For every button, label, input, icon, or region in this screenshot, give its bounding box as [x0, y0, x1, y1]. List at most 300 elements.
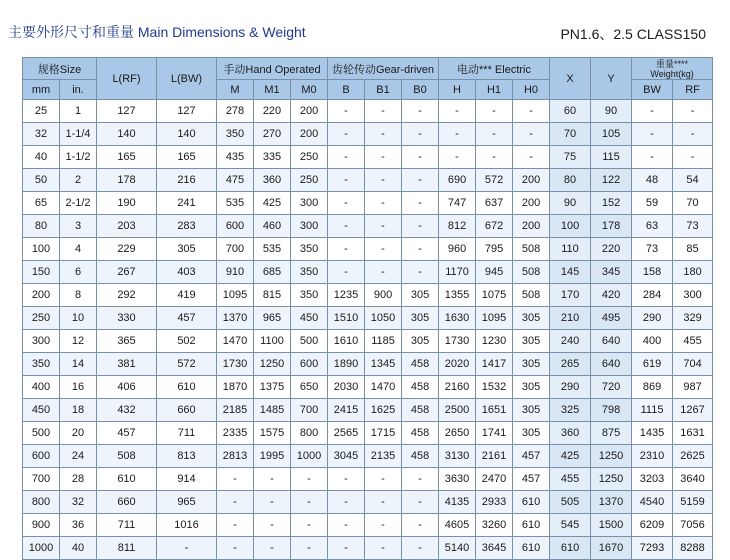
cell-weight-rf: 54: [673, 169, 713, 192]
cell-weight-rf: 2625: [673, 445, 713, 468]
cell-size-in: 10: [60, 307, 97, 330]
table-row: [23, 422, 713, 445]
cell-b: 1510: [328, 307, 365, 330]
table-row: [23, 353, 713, 376]
cell-y: 640: [591, 330, 632, 353]
cell-m0: 700: [291, 399, 328, 422]
cell-h1: 2470: [476, 468, 513, 491]
cell-l-bw: 403: [157, 261, 217, 284]
cell-weight-bw: 59: [632, 192, 673, 215]
cell-b1: 1715: [365, 422, 402, 445]
cell-h: 2020: [439, 353, 476, 376]
cell-m: 1370: [217, 307, 254, 330]
cell-m: -: [217, 514, 254, 537]
x-header: X: [550, 58, 591, 100]
cell-h1: 1532: [476, 376, 513, 399]
cell-x: 610: [550, 537, 591, 560]
cell-weight-rf: 329: [673, 307, 713, 330]
table-body: [23, 100, 713, 560]
cell-b0: -: [402, 146, 439, 169]
cell-size-in: 1-1/2: [60, 146, 97, 169]
cell-h1: 1075: [476, 284, 513, 307]
cell-l-bw: 216: [157, 169, 217, 192]
cell-l-rf: 229: [97, 238, 157, 261]
cell-l-rf: 406: [97, 376, 157, 399]
cell-m: 700: [217, 238, 254, 261]
table-row: [23, 284, 713, 307]
cell-h: -: [439, 123, 476, 146]
cell-h: 4605: [439, 514, 476, 537]
cell-weight-bw: 48: [632, 169, 673, 192]
cell-b: -: [328, 192, 365, 215]
cell-b1: 900: [365, 284, 402, 307]
cell-x: 425: [550, 445, 591, 468]
cell-m: 600: [217, 215, 254, 238]
cell-weight-bw: 869: [632, 376, 673, 399]
cell-b: -: [328, 169, 365, 192]
cell-m0: 300: [291, 215, 328, 238]
cell-y: 1370: [591, 491, 632, 514]
cell-b0: -: [402, 514, 439, 537]
cell-m: 2185: [217, 399, 254, 422]
cell-l-bw: 419: [157, 284, 217, 307]
table-row: [23, 468, 713, 491]
cell-x: 70: [550, 123, 591, 146]
cell-h1: -: [476, 123, 513, 146]
table-row: [23, 261, 713, 284]
cell-b0: -: [402, 491, 439, 514]
cell-h0: 610: [513, 491, 550, 514]
cell-size-mm: 500: [23, 422, 60, 445]
cell-weight-rf: 8288: [673, 537, 713, 560]
cell-x: 60: [550, 100, 591, 123]
cell-l-rf: 165: [97, 146, 157, 169]
cell-m1: 1100: [254, 330, 291, 353]
cell-weight-rf: 987: [673, 376, 713, 399]
cell-h1: 572: [476, 169, 513, 192]
cell-l-rf: 178: [97, 169, 157, 192]
cell-size-mm: 150: [23, 261, 60, 284]
cell-l-bw: 813: [157, 445, 217, 468]
cell-m1: -: [254, 468, 291, 491]
table-row: [23, 146, 713, 169]
cell-x: 290: [550, 376, 591, 399]
cell-l-rf: 267: [97, 261, 157, 284]
cell-h: 1730: [439, 330, 476, 353]
cell-h1: 795: [476, 238, 513, 261]
cell-size-in: 14: [60, 353, 97, 376]
cell-size-mm: 700: [23, 468, 60, 491]
cell-h0: 305: [513, 353, 550, 376]
cell-h0: 200: [513, 169, 550, 192]
cell-m0: 200: [291, 100, 328, 123]
cell-b0: 458: [402, 399, 439, 422]
cell-x: 240: [550, 330, 591, 353]
cell-weight-bw: 284: [632, 284, 673, 307]
cell-b0: -: [402, 537, 439, 560]
cell-m: -: [217, 468, 254, 491]
cell-h1: 2933: [476, 491, 513, 514]
cell-x: 545: [550, 514, 591, 537]
cell-b: -: [328, 100, 365, 123]
cell-b0: 458: [402, 353, 439, 376]
cell-h0: 508: [513, 238, 550, 261]
cell-l-bw: 457: [157, 307, 217, 330]
cell-m0: 250: [291, 146, 328, 169]
cell-l-rf: 127: [97, 100, 157, 123]
cell-b: 1890: [328, 353, 365, 376]
cell-l-bw: 965: [157, 491, 217, 514]
cell-l-rf: 711: [97, 514, 157, 537]
cell-size-in: 12: [60, 330, 97, 353]
cell-size-mm: 25: [23, 100, 60, 123]
cell-b1: -: [365, 192, 402, 215]
cell-m0: 500: [291, 330, 328, 353]
cell-b1: 1625: [365, 399, 402, 422]
cell-h1: -: [476, 146, 513, 169]
subheader-mm: mm: [23, 80, 60, 100]
cell-size-mm: 1000: [23, 537, 60, 560]
cell-h0: -: [513, 146, 550, 169]
cell-m0: 450: [291, 307, 328, 330]
cell-h: 690: [439, 169, 476, 192]
l-bw-header: L(BW): [157, 58, 217, 100]
cell-h: 2500: [439, 399, 476, 422]
cell-l-rf: 140: [97, 123, 157, 146]
cell-b: 2415: [328, 399, 365, 422]
subheader-m: M: [217, 80, 254, 100]
cell-size-mm: 65: [23, 192, 60, 215]
cell-b: -: [328, 261, 365, 284]
cell-m0: 300: [291, 192, 328, 215]
cell-b0: -: [402, 215, 439, 238]
table-row: [23, 376, 713, 399]
cell-m1: 360: [254, 169, 291, 192]
l-rf-header: L(RF): [97, 58, 157, 100]
cell-m1: -: [254, 537, 291, 560]
cell-size-mm: 600: [23, 445, 60, 468]
cell-h0: 200: [513, 215, 550, 238]
table-row: [23, 215, 713, 238]
dimensions-table: [22, 57, 713, 560]
cell-y: 152: [591, 192, 632, 215]
cell-weight-bw: 158: [632, 261, 673, 284]
cell-m: 435: [217, 146, 254, 169]
cell-y: 105: [591, 123, 632, 146]
cell-b1: -: [365, 491, 402, 514]
cell-y: 875: [591, 422, 632, 445]
cell-y: 345: [591, 261, 632, 284]
cell-l-bw: 165: [157, 146, 217, 169]
cell-l-bw: 610: [157, 376, 217, 399]
cell-weight-bw: 1435: [632, 422, 673, 445]
cell-h: 960: [439, 238, 476, 261]
cell-size-in: 16: [60, 376, 97, 399]
cell-size-mm: 50: [23, 169, 60, 192]
cell-m0: 800: [291, 422, 328, 445]
cell-y: 1250: [591, 468, 632, 491]
cell-y: 1250: [591, 445, 632, 468]
cell-x: 75: [550, 146, 591, 169]
cell-weight-bw: -: [632, 123, 673, 146]
cell-m0: -: [291, 468, 328, 491]
cell-y: 1500: [591, 514, 632, 537]
cell-l-rf: 432: [97, 399, 157, 422]
cell-size-mm: 40: [23, 146, 60, 169]
cell-m1: 815: [254, 284, 291, 307]
cell-h0: 508: [513, 261, 550, 284]
table-row: [23, 123, 713, 146]
cell-m1: 270: [254, 123, 291, 146]
cell-weight-rf: 85: [673, 238, 713, 261]
cell-weight-bw: -: [632, 100, 673, 123]
cell-h: 1630: [439, 307, 476, 330]
cell-h0: 305: [513, 422, 550, 445]
cell-y: 640: [591, 353, 632, 376]
hand-operated-header: 手动Hand Operated: [217, 58, 328, 80]
cell-y: 420: [591, 284, 632, 307]
cell-l-bw: 711: [157, 422, 217, 445]
cell-weight-bw: 1115: [632, 399, 673, 422]
cell-m1: 535: [254, 238, 291, 261]
cell-h1: 637: [476, 192, 513, 215]
cell-size-in: 1: [60, 100, 97, 123]
cell-h0: -: [513, 123, 550, 146]
cell-size-in: 4: [60, 238, 97, 261]
cell-size-mm: 800: [23, 491, 60, 514]
cell-b0: 458: [402, 376, 439, 399]
cell-l-rf: 811: [97, 537, 157, 560]
table-row: [23, 238, 713, 261]
cell-size-mm: 32: [23, 123, 60, 146]
cell-size-in: 3: [60, 215, 97, 238]
weight-header-cn: 重量****: [656, 58, 689, 69]
cell-size-mm: 250: [23, 307, 60, 330]
cell-b1: 1345: [365, 353, 402, 376]
cell-h1: -: [476, 100, 513, 123]
cell-b0: -: [402, 123, 439, 146]
table-row: [23, 169, 713, 192]
gear-driven-header: 齿轮传动Gear-driven: [328, 58, 439, 80]
cell-m1: 220: [254, 100, 291, 123]
cell-weight-rf: 70: [673, 192, 713, 215]
cell-l-bw: 283: [157, 215, 217, 238]
cell-weight-rf: 3640: [673, 468, 713, 491]
cell-l-rf: 381: [97, 353, 157, 376]
cell-b: -: [328, 146, 365, 169]
cell-b0: 305: [402, 307, 439, 330]
cell-m: 2335: [217, 422, 254, 445]
cell-size-mm: 200: [23, 284, 60, 307]
table-header: [23, 58, 713, 100]
cell-b0: -: [402, 468, 439, 491]
subheader-rf: RF: [673, 80, 713, 100]
cell-h: 812: [439, 215, 476, 238]
subheader-bw: BW: [632, 80, 673, 100]
cell-l-rf: 330: [97, 307, 157, 330]
cell-h: -: [439, 146, 476, 169]
cell-x: 100: [550, 215, 591, 238]
cell-weight-rf: 7056: [673, 514, 713, 537]
table-row: [23, 514, 713, 537]
cell-l-bw: 305: [157, 238, 217, 261]
cell-y: 178: [591, 215, 632, 238]
cell-l-bw: 572: [157, 353, 217, 376]
cell-h: 3630: [439, 468, 476, 491]
cell-b1: -: [365, 123, 402, 146]
cell-m1: 1485: [254, 399, 291, 422]
cell-x: 455: [550, 468, 591, 491]
cell-size-in: 8: [60, 284, 97, 307]
cell-weight-rf: -: [673, 146, 713, 169]
cell-b0: -: [402, 192, 439, 215]
subheader-in: in.: [60, 80, 97, 100]
cell-l-rf: 610: [97, 468, 157, 491]
cell-b: -: [328, 215, 365, 238]
cell-b1: -: [365, 169, 402, 192]
cell-m0: -: [291, 537, 328, 560]
cell-h0: 457: [513, 468, 550, 491]
cell-m1: 425: [254, 192, 291, 215]
cell-l-bw: 140: [157, 123, 217, 146]
cell-x: 505: [550, 491, 591, 514]
cell-b1: -: [365, 100, 402, 123]
cell-l-rf: 365: [97, 330, 157, 353]
cell-m1: 1250: [254, 353, 291, 376]
cell-size-in: 6: [60, 261, 97, 284]
cell-b0: -: [402, 261, 439, 284]
cell-x: 80: [550, 169, 591, 192]
cell-m0: 600: [291, 353, 328, 376]
cell-y: 495: [591, 307, 632, 330]
cell-h1: 945: [476, 261, 513, 284]
cell-b1: -: [365, 537, 402, 560]
cell-m: 1870: [217, 376, 254, 399]
cell-b: 3045: [328, 445, 365, 468]
cell-y: 220: [591, 238, 632, 261]
cell-h1: 3645: [476, 537, 513, 560]
cell-y: 115: [591, 146, 632, 169]
cell-m: 2813: [217, 445, 254, 468]
subheader-h: H: [439, 80, 476, 100]
cell-h0: 200: [513, 192, 550, 215]
pressure-class-label: PN1.6、2.5 CLASS150: [560, 26, 706, 42]
cell-h0: 457: [513, 445, 550, 468]
cell-size-mm: 900: [23, 514, 60, 537]
cell-m0: 650: [291, 376, 328, 399]
cell-y: 798: [591, 399, 632, 422]
cell-b1: -: [365, 215, 402, 238]
cell-b: 1235: [328, 284, 365, 307]
subheader-h0: H0: [513, 80, 550, 100]
cell-weight-bw: 73: [632, 238, 673, 261]
cell-l-bw: 660: [157, 399, 217, 422]
cell-m0: 200: [291, 123, 328, 146]
cell-weight-rf: -: [673, 123, 713, 146]
cell-h: 747: [439, 192, 476, 215]
cell-b: -: [328, 514, 365, 537]
cell-size-in: 32: [60, 491, 97, 514]
cell-b: -: [328, 537, 365, 560]
cell-m: -: [217, 537, 254, 560]
cell-y: 90: [591, 100, 632, 123]
subheader-b: B: [328, 80, 365, 100]
cell-b: -: [328, 468, 365, 491]
cell-b0: 458: [402, 422, 439, 445]
cell-x: 90: [550, 192, 591, 215]
cell-h1: 2161: [476, 445, 513, 468]
cell-size-in: 36: [60, 514, 97, 537]
cell-m0: 350: [291, 238, 328, 261]
cell-y: 122: [591, 169, 632, 192]
cell-weight-bw: -: [632, 146, 673, 169]
cell-weight-bw: 63: [632, 215, 673, 238]
cell-l-bw: 241: [157, 192, 217, 215]
cell-y: 720: [591, 376, 632, 399]
cell-x: 170: [550, 284, 591, 307]
cell-weight-bw: 619: [632, 353, 673, 376]
cell-x: 110: [550, 238, 591, 261]
cell-size-in: 40: [60, 537, 97, 560]
table-row: [23, 491, 713, 514]
cell-l-rf: 457: [97, 422, 157, 445]
cell-b0: 305: [402, 284, 439, 307]
cell-l-rf: 660: [97, 491, 157, 514]
cell-l-bw: 127: [157, 100, 217, 123]
cell-h0: 305: [513, 376, 550, 399]
weight-header-en: Weight(kg): [650, 68, 694, 79]
cell-m0: 350: [291, 284, 328, 307]
cell-weight-bw: 7293: [632, 537, 673, 560]
cell-m1: -: [254, 514, 291, 537]
cell-b1: -: [365, 238, 402, 261]
cell-weight-rf: 704: [673, 353, 713, 376]
table-row: [23, 537, 713, 560]
cell-h1: 3260: [476, 514, 513, 537]
cell-l-bw: 1016: [157, 514, 217, 537]
cell-b1: 2135: [365, 445, 402, 468]
electric-header: 电动*** Electric: [439, 58, 550, 80]
cell-h1: 1741: [476, 422, 513, 445]
cell-b0: -: [402, 169, 439, 192]
cell-b1: -: [365, 468, 402, 491]
cell-m: 1095: [217, 284, 254, 307]
y-header: Y: [591, 58, 632, 100]
cell-m: -: [217, 491, 254, 514]
cell-size-in: 20: [60, 422, 97, 445]
weight-header: [632, 58, 713, 80]
cell-h0: 305: [513, 307, 550, 330]
cell-h0: 610: [513, 537, 550, 560]
cell-b0: 305: [402, 330, 439, 353]
cell-h0: 610: [513, 514, 550, 537]
cell-weight-rf: 73: [673, 215, 713, 238]
cell-l-rf: 292: [97, 284, 157, 307]
page-title: 主要外形尺寸和重量 Main Dimensions & Weight: [8, 24, 306, 40]
cell-h0: 305: [513, 399, 550, 422]
cell-size-mm: 450: [23, 399, 60, 422]
cell-m0: 1000: [291, 445, 328, 468]
cell-m1: 685: [254, 261, 291, 284]
cell-size-mm: 400: [23, 376, 60, 399]
cell-m1: 1575: [254, 422, 291, 445]
cell-weight-rf: 300: [673, 284, 713, 307]
cell-b: -: [328, 491, 365, 514]
cell-m1: 965: [254, 307, 291, 330]
cell-size-in: 24: [60, 445, 97, 468]
cell-h: 2160: [439, 376, 476, 399]
cell-m: 475: [217, 169, 254, 192]
